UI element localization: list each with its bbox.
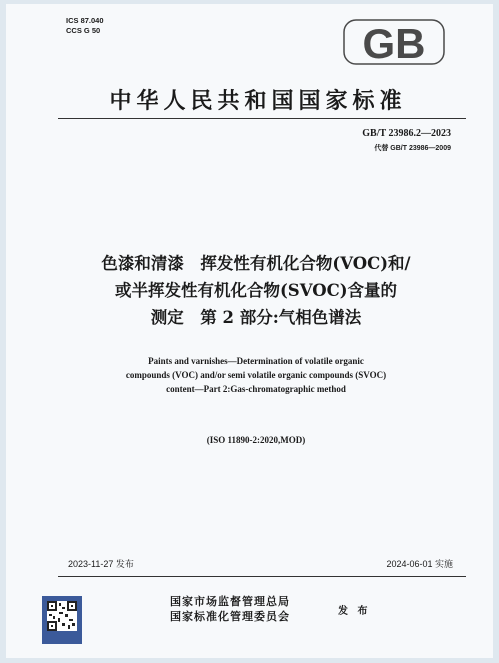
qr-pattern-icon [47,601,77,631]
chinese-title-line: 色漆和清漆 挥发性有机化合物(VOC)和/ [101,254,411,273]
chinese-title-line: 或半挥发性有机化合物(SVOC)含量的 [114,281,398,300]
bottom-divider [58,576,466,577]
iso-reference: (ISO 11890-2:2020,MOD) [206,435,306,445]
issuing-authorities [170,594,290,624]
publish-label: 发 布 [338,606,371,617]
implementation-date: 2024-06-01 实施 [386,559,453,569]
national-standard-title: 中华人民共和国国家标准 [109,88,407,114]
gb-logo-icon [342,18,446,66]
chinese-title-line: 测定 第 2 部分:气相色谱法 [150,308,362,327]
qr-code-icon[interactable] [42,596,82,644]
standard-cover-page [6,4,493,658]
issue-date: 2023-11-27 发布 [68,559,134,569]
replaces-standard: 代替 GB/T 23986—2009 [374,145,451,152]
ccs-code: CCS G 50 [66,26,101,35]
classification-codes [66,16,104,36]
top-divider [58,118,466,119]
chinese-title [46,250,466,331]
english-title-line: content—Part 2:Gas-chromatographic method [166,384,346,394]
english-title [66,354,446,396]
english-title-line: compounds (VOC) and/or semi volatile organic compounds (SVOC) [125,370,387,380]
standard-number: GB/T 23986.2—2023 [362,128,451,139]
issuer-samr: 国家市场监督管理总局 [170,595,290,608]
issuer-sac: 国家标准化管理委员会 [170,610,290,623]
gb-logo-text: GB [362,20,426,66]
ics-code: ICS 87.040 [66,16,104,25]
english-title-line: Paints and varnishes—Determination of volatile organic [148,356,364,366]
